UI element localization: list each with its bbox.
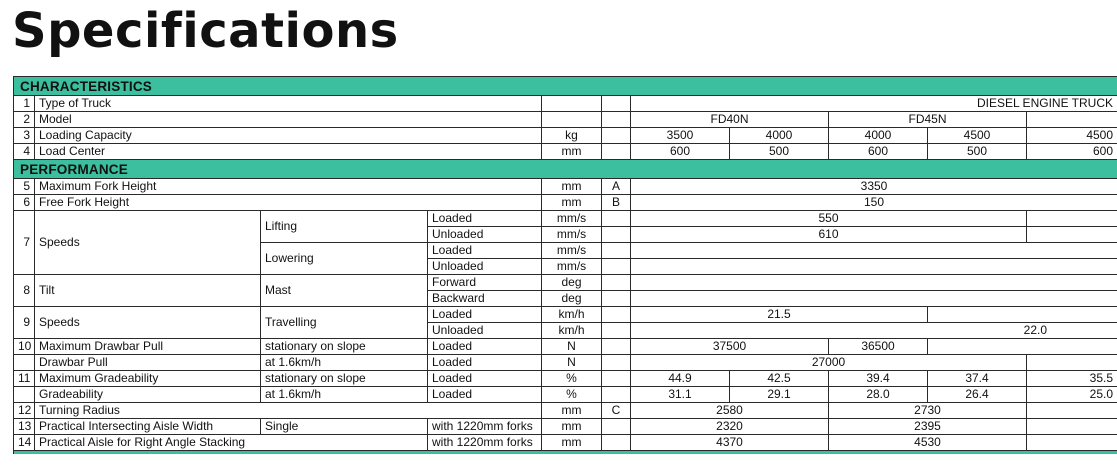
unit-cell: mm <box>542 419 602 435</box>
unit-cell: mm/s <box>542 227 602 243</box>
ref-cell <box>602 211 631 227</box>
unit-cell: mm/s <box>542 243 602 259</box>
specifications-table <box>13 76 1117 454</box>
unit-cell: mm <box>542 179 602 195</box>
value-cell: 3350 <box>631 179 1117 195</box>
table-row <box>14 179 1117 195</box>
condition-cell: Travelling <box>261 307 428 339</box>
value-cell: 4000 <box>829 128 928 144</box>
row-number <box>14 387 35 403</box>
value-cell: 37.4 <box>928 371 1027 387</box>
condition-cell: Lowering <box>261 243 428 275</box>
row-label: Load Center <box>35 144 542 160</box>
row-number: 10 <box>14 339 35 355</box>
row-label: Practical Aisle for Right Angle Stacking <box>35 435 428 451</box>
table-row <box>14 275 1117 291</box>
load-cell: Loaded <box>428 211 542 227</box>
ref-cell <box>602 435 631 451</box>
ref-cell <box>602 144 631 160</box>
row-label: Maximum Fork Height <box>35 179 542 195</box>
value-cell <box>1027 435 1117 451</box>
table-row <box>14 435 1117 451</box>
table-row <box>14 211 1117 227</box>
section-title: PERFORMANCE <box>14 160 1117 179</box>
row-label: Model <box>35 112 542 128</box>
load-cell: Unloaded <box>428 259 542 275</box>
row-label: Type of Truck <box>35 96 542 112</box>
ref-cell <box>602 355 631 371</box>
row-label: Tilt <box>35 275 261 307</box>
section-characteristics <box>14 77 1117 96</box>
value-cell <box>1027 227 1117 243</box>
unit-cell <box>542 112 602 128</box>
ref-cell <box>602 227 631 243</box>
load-cell: with 1220mm forks <box>428 435 542 451</box>
value-cell: 4000 <box>730 128 829 144</box>
value-cell: 4500 <box>928 128 1027 144</box>
load-cell: Unloaded <box>428 227 542 243</box>
table-row <box>14 355 1117 371</box>
condition-cell: Single <box>261 419 428 435</box>
value-cell <box>1027 355 1117 371</box>
table-row <box>14 419 1117 435</box>
load-cell: Loaded <box>428 355 542 371</box>
table-row <box>14 371 1117 387</box>
unit-cell: mm <box>542 403 602 419</box>
unit-cell: mm/s <box>542 211 602 227</box>
value-cell: 22.0 <box>631 323 1117 339</box>
value-cell <box>928 307 1117 323</box>
value-cell: 600 <box>1027 144 1117 160</box>
row-number <box>14 355 35 371</box>
section-performance <box>14 160 1117 179</box>
ref-cell: C <box>602 403 631 419</box>
value-cell <box>631 275 1117 291</box>
condition-cell: stationary on slope <box>261 371 428 387</box>
value-cell: 3500 <box>631 128 730 144</box>
row-label: Drawbar Pull <box>35 355 261 371</box>
row-number: 13 <box>14 419 35 435</box>
value-cell: 600 <box>829 144 928 160</box>
table-row <box>14 387 1117 403</box>
unit-cell: mm <box>542 435 602 451</box>
unit-cell <box>542 96 602 112</box>
model-cell: FD45N <box>829 112 1027 128</box>
value-cell: 610 <box>631 227 1027 243</box>
row-number: 11 <box>14 371 35 387</box>
value-cell: 2730 <box>829 403 1027 419</box>
row-label: Practical Intersecting Aisle Width <box>35 419 261 435</box>
ref-cell <box>602 419 631 435</box>
ref-cell <box>602 128 631 144</box>
value-cell <box>928 339 1117 355</box>
load-cell: Backward <box>428 291 542 307</box>
ref-cell: B <box>602 195 631 211</box>
row-number: 12 <box>14 403 35 419</box>
row-label: Turning Radius <box>35 403 542 419</box>
unit-cell: km/h <box>542 323 602 339</box>
unit-cell: km/h <box>542 307 602 323</box>
row-label: Loading Capacity <box>35 128 542 144</box>
row-number: 2 <box>14 112 35 128</box>
divider-strip <box>14 451 1117 455</box>
table-row <box>14 195 1117 211</box>
unit-cell: kg <box>542 128 602 144</box>
unit-cell: % <box>542 387 602 403</box>
value-cell: 31.1 <box>631 387 730 403</box>
value-cell: 28.0 <box>829 387 928 403</box>
load-cell: with 1220mm forks <box>428 419 542 435</box>
row-label: Speeds <box>35 307 261 339</box>
row-number: 6 <box>14 195 35 211</box>
table-row <box>14 144 1117 160</box>
value-cell: 550 <box>631 211 1027 227</box>
value-cell: 27000 <box>631 355 1027 371</box>
load-cell: Loaded <box>428 339 542 355</box>
value-cell: 26.4 <box>928 387 1027 403</box>
row-label: Free Fork Height <box>35 195 542 211</box>
condition-cell: Lifting <box>261 211 428 243</box>
value-cell: 500 <box>730 144 829 160</box>
value-cell: 4370 <box>631 435 829 451</box>
value-cell: 44.9 <box>631 371 730 387</box>
row-number: 4 <box>14 144 35 160</box>
ref-cell <box>602 96 631 112</box>
row-number: 7 <box>14 211 35 275</box>
value-cell: 42.5 <box>730 371 829 387</box>
condition-cell: at 1.6km/h <box>261 355 428 371</box>
load-cell: Loaded <box>428 307 542 323</box>
load-cell: Unloaded <box>428 323 542 339</box>
unit-cell: % <box>542 371 602 387</box>
table-row <box>14 96 1117 112</box>
condition-cell: stationary on slope <box>261 339 428 355</box>
value-cell: 36500 <box>829 339 928 355</box>
ref-cell <box>602 112 631 128</box>
value-cell: 2395 <box>829 419 1027 435</box>
load-cell: Loaded <box>428 371 542 387</box>
ref-cell <box>602 323 631 339</box>
value-cell <box>631 291 1117 307</box>
condition-cell: at 1.6km/h <box>261 387 428 403</box>
load-cell: Forward <box>428 275 542 291</box>
unit-cell: N <box>542 339 602 355</box>
value-cell: 29.1 <box>730 387 829 403</box>
value-cell <box>631 259 1117 275</box>
row-number: 14 <box>14 435 35 451</box>
value-cell: 37500 <box>631 339 829 355</box>
value-cell <box>1027 403 1117 419</box>
table-row <box>14 128 1117 144</box>
unit-cell: mm/s <box>542 259 602 275</box>
value-cell: 21.5 <box>631 307 928 323</box>
value-cell: 2320 <box>631 419 829 435</box>
row-label: Gradeability <box>35 387 261 403</box>
table-row <box>14 339 1117 355</box>
value-cell <box>631 243 1117 259</box>
value-cell: DIESEL ENGINE TRUCK <box>631 96 1117 112</box>
unit-cell: N <box>542 355 602 371</box>
value-cell: 4530 <box>829 435 1027 451</box>
ref-cell: A <box>602 179 631 195</box>
value-cell: 150 <box>631 195 1117 211</box>
value-cell: 500 <box>928 144 1027 160</box>
ref-cell <box>602 339 631 355</box>
unit-cell: mm <box>542 144 602 160</box>
row-label: Speeds <box>35 211 261 275</box>
ref-cell <box>602 307 631 323</box>
row-number: 5 <box>14 179 35 195</box>
row-label: Maximum Drawbar Pull <box>35 339 261 355</box>
unit-cell: mm <box>542 195 602 211</box>
page-title: Specifications <box>12 3 399 59</box>
ref-cell <box>602 387 631 403</box>
ref-cell <box>602 371 631 387</box>
row-number: 9 <box>14 307 35 339</box>
ref-cell <box>602 291 631 307</box>
row-number: 8 <box>14 275 35 307</box>
unit-cell: deg <box>542 291 602 307</box>
value-cell: 4500 <box>1027 128 1117 144</box>
unit-cell: deg <box>542 275 602 291</box>
value-cell <box>1027 419 1117 435</box>
table-row <box>14 112 1117 128</box>
table-row <box>14 403 1117 419</box>
value-cell: 25.0 <box>1027 387 1117 403</box>
value-cell <box>1027 112 1117 128</box>
ref-cell <box>602 243 631 259</box>
value-cell: 39.4 <box>829 371 928 387</box>
value-cell: 35.5 <box>1027 371 1117 387</box>
value-cell <box>1027 211 1117 227</box>
row-number: 1 <box>14 96 35 112</box>
value-cell: 2580 <box>631 403 829 419</box>
value-cell: 600 <box>631 144 730 160</box>
load-cell: Loaded <box>428 387 542 403</box>
ref-cell <box>602 275 631 291</box>
model-cell: FD40N <box>631 112 829 128</box>
section-title: CHARACTERISTICS <box>14 77 1117 96</box>
row-label: Maximum Gradeability <box>35 371 261 387</box>
ref-cell <box>602 259 631 275</box>
condition-cell: Mast <box>261 275 428 307</box>
table-row <box>14 307 1117 323</box>
section-divider <box>14 451 1117 455</box>
load-cell: Loaded <box>428 243 542 259</box>
row-number: 3 <box>14 128 35 144</box>
